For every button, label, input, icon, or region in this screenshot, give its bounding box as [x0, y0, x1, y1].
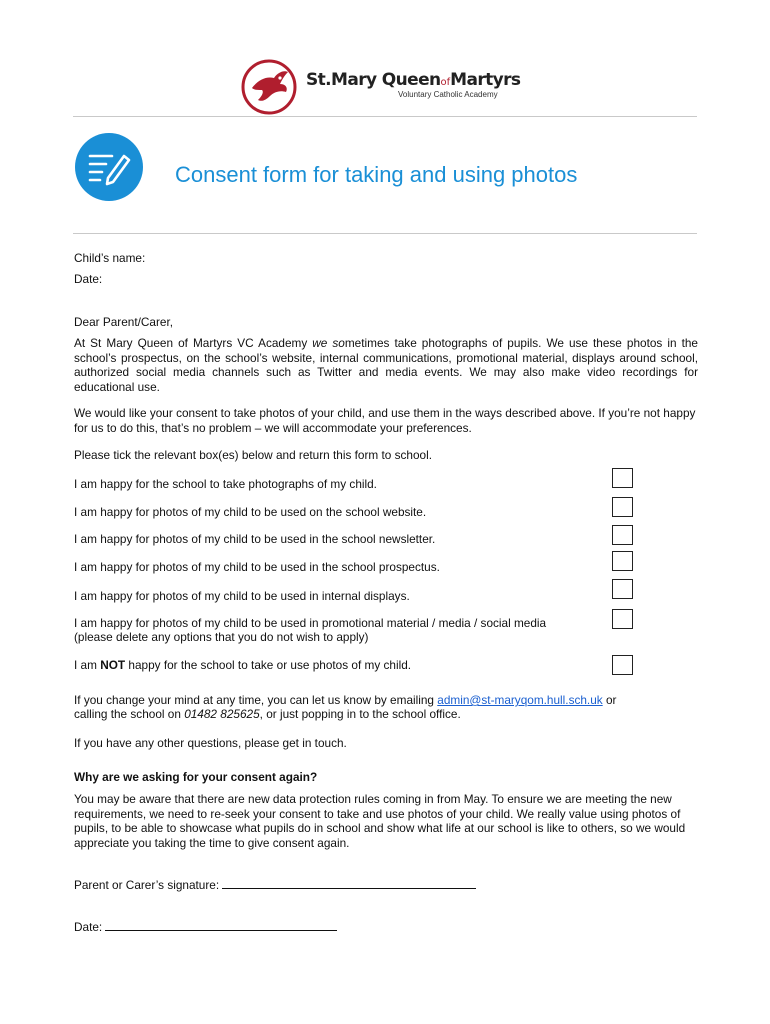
signature-field[interactable] — [222, 876, 476, 889]
option-prospectus: I am happy for photos of my child to be used in the school prospectus. — [74, 560, 440, 574]
contact-line-2: calling the school on 01482 825625, or just popping in to the school office. — [74, 707, 461, 721]
checkbox-newsletter[interactable] — [612, 525, 633, 545]
option-newsletter: I am happy for photos of my child to be used in the school newsletter. — [74, 532, 436, 546]
questions-text: If you have any other questions, please get in touch. — [74, 736, 347, 750]
header-divider — [73, 116, 697, 117]
why-heading: Why are we asking for your consent again? — [74, 770, 318, 784]
signature-row: Parent or Carer’s signature: — [74, 876, 476, 893]
checkbox-website[interactable] — [612, 497, 633, 517]
form-title: Consent form for taking and using photos — [175, 162, 578, 187]
option-promotional: I am happy for photos of my child to be used in promotional material / media / social media — [74, 616, 547, 630]
childs-name-label: Child’s name: — [74, 251, 146, 265]
date-row: Date: — [74, 918, 337, 935]
phone-number: 01482 825625 — [184, 707, 260, 721]
school-name: St.Mary QueenofMartyrs — [306, 70, 521, 90]
why-paragraph: You may be aware that there are new data protection rules coming in from May. To ensure we are meeting the new requirements, we need to re-seek your consent to take and use photos of your child. We really value using photos of pupils, to be able to showcase what pupils do in school and show what life at our school is like to others, so we would appreciate you taking the time to give consent again. — [74, 792, 686, 850]
checkbox-school-photos[interactable] — [612, 468, 633, 488]
signature-date-field[interactable] — [105, 918, 337, 931]
option-displays: I am happy for photos of my child to be used in internal displays. — [74, 589, 410, 603]
intro-paragraph: At St Mary Queen of Martyrs VC Academy we sometimes take photographs of pupils. We use these photos in the school’s prospectus, on the school’s website, internal communications, promotional material, displays around school, authorized social media channels such as Twitter and media events. We may also make video recordings for educational use. — [74, 336, 698, 394]
checkbox-prospectus[interactable] — [612, 551, 633, 571]
checkbox-not-happy[interactable] — [612, 655, 633, 675]
document-edit-icon — [74, 132, 144, 202]
option-not-happy: I am NOT happy for the school to take or use photos of my child. — [74, 658, 412, 672]
contact-line-1: If you change your mind at any time, you can let us know by emailing admin@st-maryqom.hull.sch.uk or — [74, 693, 617, 707]
email-link[interactable]: admin@st-maryqom.hull.sch.uk — [437, 693, 603, 707]
school-subtitle: Voluntary Catholic Academy — [398, 90, 498, 99]
option-website: I am happy for photos of my child to be used on the school website. — [74, 505, 427, 519]
option-promotional-note: (please delete any options that you do not wish to apply) — [74, 630, 369, 644]
greeting: Dear Parent/Carer, — [74, 315, 174, 329]
checkbox-promotional[interactable] — [612, 609, 633, 629]
title-divider — [73, 233, 697, 234]
instruction-text: Please tick the relevant box(es) below and return this form to school. — [74, 448, 433, 462]
dove-emblem-icon — [240, 58, 298, 116]
option-school-photos: I am happy for the school to take photographs of my child. — [74, 477, 377, 491]
checkbox-displays[interactable] — [612, 579, 633, 599]
consent-paragraph: We would like your consent to take photos of your child, and use them in the ways described above. If you’re not happy for us to do this, that’s no problem – we will accommodate your preferences. — [74, 406, 696, 435]
date-label-top: Date: — [74, 272, 103, 286]
